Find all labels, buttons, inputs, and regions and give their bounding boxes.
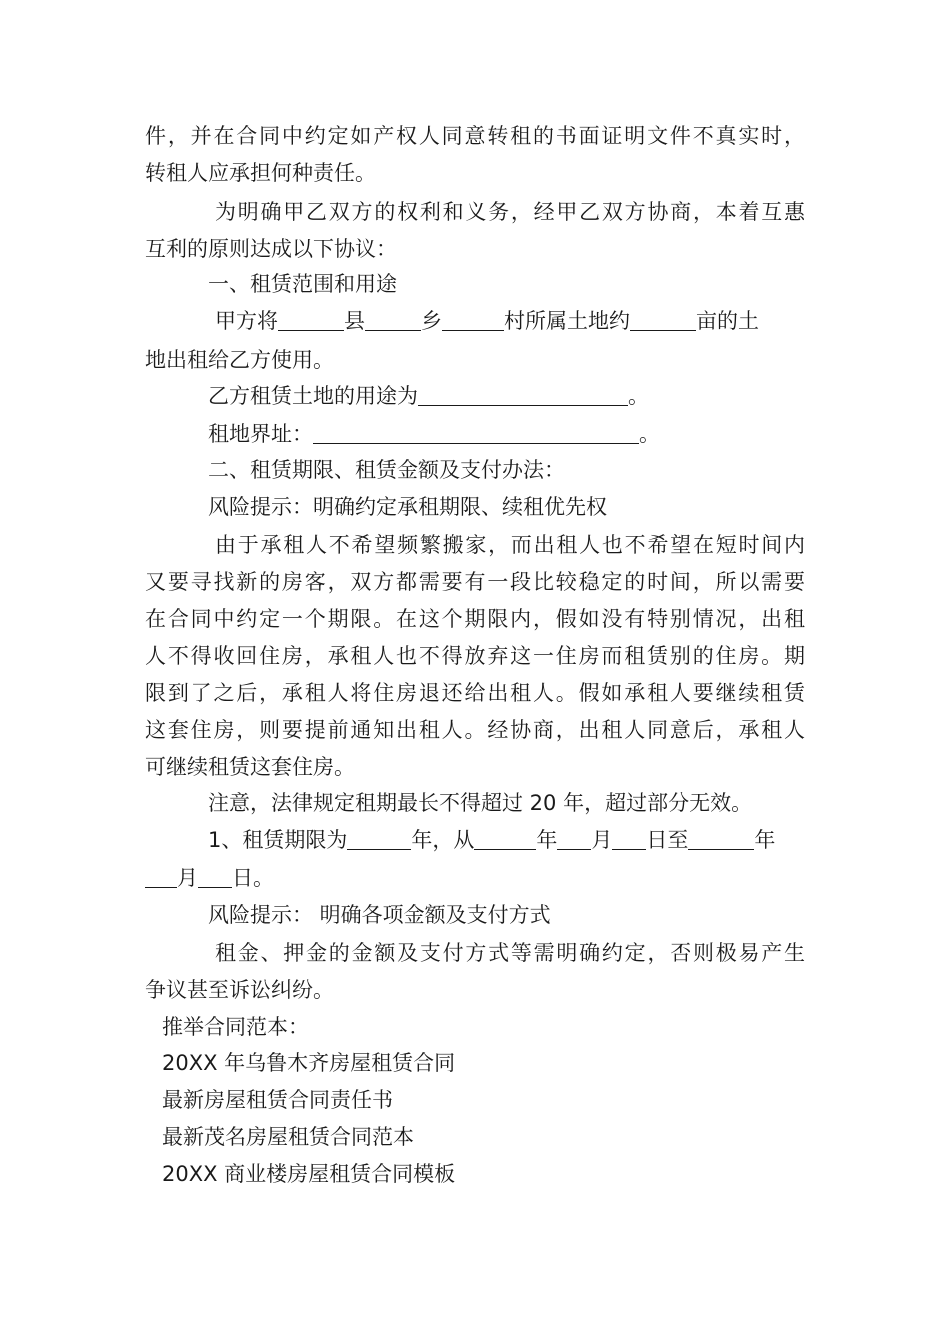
paragraph-line: 限到了之后，承租人将住房退还给出租人。假如承租人要继续租赁 <box>145 681 805 705</box>
usage-line <box>208 382 649 410</box>
term-text-6: 年 <box>754 828 776 852</box>
land-text-4: 村所属土地约 <box>504 309 630 333</box>
usage-blank[interactable] <box>418 383 628 406</box>
boundary-end: 。 <box>639 422 660 446</box>
paragraph-line: 互利的原则达成以下协议： <box>145 237 397 261</box>
risk-tip: 风险提示：明确约定承租期限、续租优先权 <box>208 495 607 519</box>
paragraph-line: 件，并在合同中约定如产权人同意转租的书面证明文件不真实时， <box>145 124 805 148</box>
end-year-blank[interactable] <box>688 827 754 850</box>
boundary-blank[interactable] <box>313 421 639 444</box>
term-text-4: 月 <box>591 828 613 852</box>
risk-tip: 风险提示： 明确各项金额及支付方式 <box>208 903 551 927</box>
village-blank[interactable] <box>442 308 504 331</box>
term-years-blank[interactable] <box>347 827 411 850</box>
term-line-2 <box>145 864 274 892</box>
term-text-2: 年，从 <box>411 828 475 852</box>
term-text-5: 日至 <box>646 828 689 852</box>
land-text-5: 亩的土 <box>696 309 759 333</box>
recommend-link[interactable]: 最新房屋租赁合同责任书 <box>162 1088 393 1112</box>
paragraph-line: 争议甚至诉讼纠纷。 <box>145 978 334 1002</box>
paragraph-line: 可继续租赁这套住房。 <box>145 755 355 779</box>
usage-end: 。 <box>628 384 649 408</box>
start-month-blank[interactable] <box>557 827 591 850</box>
usage-label: 乙方租赁土地的用途为 <box>208 384 418 408</box>
paragraph-line: 由于承租人不希望频繁搬家，而出租人也不希望在短时间内 <box>215 533 805 557</box>
county-blank[interactable] <box>278 308 344 331</box>
end-day-blank[interactable] <box>198 865 232 888</box>
boundary-line <box>208 420 660 448</box>
paragraph-line: 这套住房，则要提前通知出租人。经协商，出租人同意后，承租人 <box>145 718 805 742</box>
area-blank[interactable] <box>630 308 696 331</box>
paragraph-line: 又要寻找新的房客，双方都需要有一段比较稳定的时间，所以需要 <box>145 570 805 594</box>
paragraph-line: 地出租给乙方使用。 <box>145 348 334 372</box>
paragraph-line: 转租人应承担何种责任。 <box>145 161 376 185</box>
term-text-1: 1、租赁期限为 <box>208 828 348 852</box>
paragraph-line: 租金、押金的金额及支付方式等需明确约定，否则极易产生 <box>215 941 805 965</box>
land-text-1: 甲方将 <box>215 309 278 333</box>
term2-text-2: 日。 <box>232 866 274 890</box>
term2-text-1: 月 <box>177 866 198 890</box>
land-text-3: 乡 <box>421 309 442 333</box>
land-line <box>215 307 759 335</box>
term-line <box>208 826 775 854</box>
land-text-2: 县 <box>344 309 365 333</box>
term-text-3: 年 <box>536 828 558 852</box>
section-heading: 一、租赁范围和用途 <box>208 272 397 296</box>
paragraph-line: 人不得收回住房，承租人也不得放弃这一住房而租赁别的住房。期 <box>145 644 805 668</box>
paragraph-line: 为明确甲乙双方的权利和义务，经甲乙双方协商，本着互惠 <box>215 200 805 224</box>
end-month-blank[interactable] <box>145 865 177 888</box>
township-blank[interactable] <box>365 308 421 331</box>
recommend-heading: 推举合同范本： <box>162 1015 309 1039</box>
recommend-link[interactable]: 20XX 年乌鲁木齐房屋租赁合同 <box>162 1051 456 1075</box>
note-line: 注意，法律规定租期最长不得超过 20 年，超过部分无效。 <box>208 791 753 815</box>
start-year-blank[interactable] <box>474 827 536 850</box>
section-heading: 二、租赁期限、租赁金额及支付办法： <box>208 458 565 482</box>
boundary-label: 租地界址： <box>208 422 313 446</box>
recommend-link[interactable]: 最新茂名房屋租赁合同范本 <box>162 1125 414 1149</box>
recommend-link[interactable]: 20XX 商业楼房屋租赁合同模板 <box>162 1162 456 1186</box>
start-day-blank[interactable] <box>612 827 646 850</box>
paragraph-line: 在合同中约定一个期限。在这个期限内，假如没有特别情况，出租 <box>145 607 805 631</box>
